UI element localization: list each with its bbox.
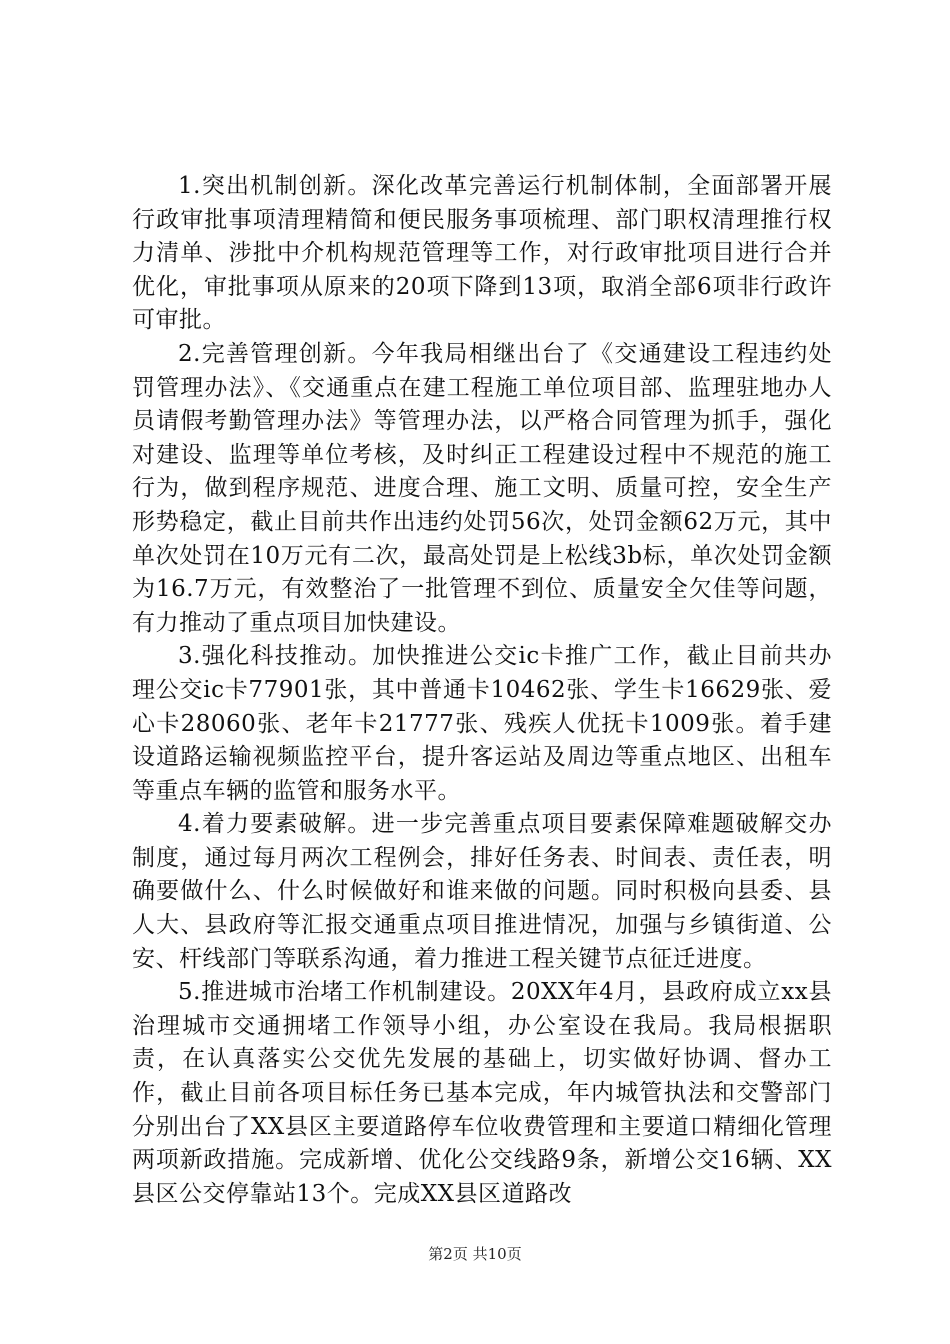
paragraph-2: 2.完善管理创新。今年我局相继出台了《交通建设工程违约处罚管理办法》、《交通重点在建工程施工单位项目部、监理驻地办人员请假考勤管理办法》等管理办法，以严格合同管理为抓手，强化对建设、监理等单位考核，及时纠正工程建设过程中不规范的施工行为，做到程序规范、进度合理、施工文明、质量可控，安全生产形势稳定，截止目前共作出违约处罚56次，处罚金额62万元，其中单次处罚在10万元有二次，最高处罚是上松线3b标，单次处罚金额为16.7万元，有效整治了一批管理不到位、质量安全欠佳等问题，有力推动了重点项目加快建设。 [132, 340, 832, 636]
paragraph-3: 3.强化科技推动。加快推进公交ic卡推广工作，截止目前共办理公交ic卡77901张，其中普通卡10462张、学生卡16629张、爱心卡28060张、老年卡21777张、残疾人优抚卡1009张。着手建设道路运输视频监控平台，提升客运站及周边等重点地区、出租车等重点车辆的监管和服务水平。 [132, 643, 832, 804]
paragraph-1: 1.突出机制创新。深化改革完善运行机制体制，全面部署开展行政审批事项清理精简和便民服务事项梳理、部门职权清理推行权力清单、涉批中介机构规范管理等工作，对行政审批项目进行合并优化，审批事项从原来的20项下降到13项，取消全部6项非行政许可审批。 [132, 173, 832, 334]
page-number-footer: 第2页 共10页 [428, 1245, 522, 1263]
document-body [132, 170, 832, 1211]
paragraph-5: 5.推进城市治堵工作机制建设。20XX年4月，县政府成立xx县治理城市交通拥堵工作领导小组，办公室设在我局。我局根据职责，在认真落实公交优先发展的基础上，切实做好协调、督办工作，截止目前各项目标任务已基本完成，年内城管执法和交警部门分别出台了XX县区主要道路停车位收费管理和主要道口精细化管理两项新政措施。完成新增、优化公交线路9条，新增公交16辆、XX县区公交停靠站13个。完成XX县区道路改 [132, 979, 832, 1207]
paragraph-4: 4.着力要素破解。进一步完善重点项目要素保障难题破解交办制度，通过每月两次工程例会，排好任务表、时间表、责任表，明确要做什么、什么时候做好和谁来做的问题。同时积极向县委、县人大、县政府等汇报交通重点项目推进情况，加强与乡镇街道、公安、杆线部门等联系沟通，着力推进工程关键节点征迁进度。 [132, 811, 832, 972]
